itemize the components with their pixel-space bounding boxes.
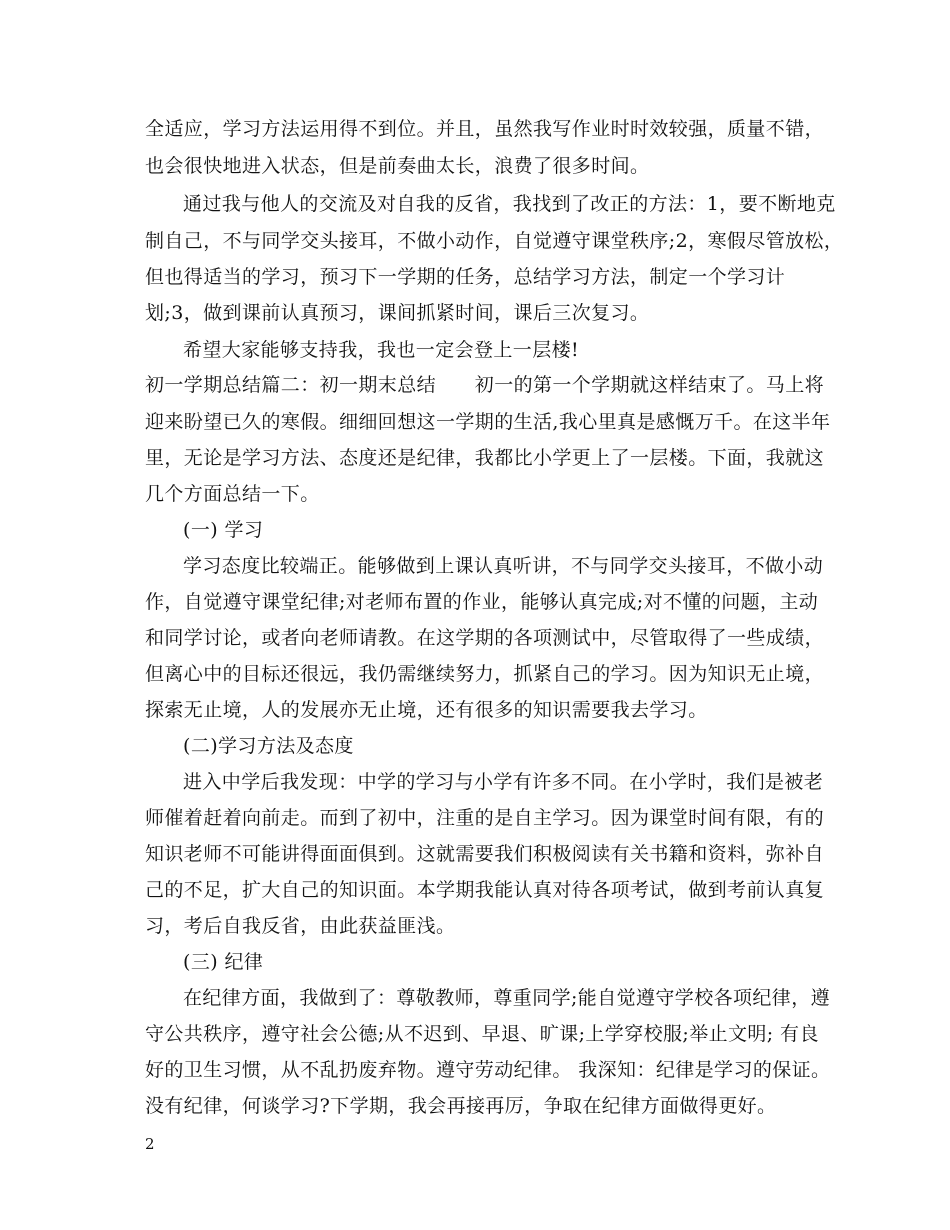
text-line: 制自己，不与同学交头接耳，不做小动作，自觉遵守课堂秩序;2，寒假尽管放松， xyxy=(145,230,844,252)
text-line: 习，考后自我反省，由此获益匪浅。 xyxy=(145,915,456,937)
text-line: 但离心中的目标还很远，我仍需继续努力，抓紧自己的学习。因为知识无止境， xyxy=(145,663,825,685)
text-line: 和同学讨论，或者向老师请教。在这学期的各项测试中，尽管取得了一些成绩， xyxy=(145,627,825,649)
text-line: 知识老师不可能讲得面面俱到。这就需要我们积极阅读有关书籍和资料，弥补自 xyxy=(145,843,825,865)
text-line: 希望大家能够支持我，我也一定会登上一层楼! xyxy=(183,339,580,361)
text-line: 师催着赶着向前走。而到了初中，注重的是自主学习。因为课堂时间有限，有的 xyxy=(145,807,825,829)
page-number: 2 xyxy=(145,1135,155,1153)
text-line: 通过我与他人的交流及对自我的反省，我找到了改正的方法：1，要不断地克 xyxy=(183,193,836,215)
text-line: 守公共秩序，遵守社会公德;从不迟到、早退、旷课;上学穿校服;举止文明; 有良 xyxy=(145,1023,819,1045)
text-line: 迎来盼望已久的寒假。细细回想这一学期的生活,我心里真是感慨万千。在这半年 xyxy=(145,411,831,433)
text-line: 在纪律方面，我做到了：尊敬教师，尊重同学;能自觉遵守学校各项纪律，遵 xyxy=(183,987,831,1009)
text-line: 划;3，做到课前认真预习，课间抓紧时间，课后三次复习。 xyxy=(145,302,650,324)
subheading-discipline: (三) 纪律 xyxy=(183,951,264,973)
subheading-study: (一) 学习 xyxy=(183,519,264,541)
text-line: 里，无论是学习方法、态度还是纪律，我都比小学更上了一层楼。下面，我就这 xyxy=(145,447,825,469)
subheading-method: (二)学习方法及态度 xyxy=(183,735,354,757)
text-line: 学习态度比较端正。能够做到上课认真听讲，不与同学交头接耳，不做小动 xyxy=(183,555,824,577)
text-line: 但也得适当的学习，预习下一学期的任务，总结学习方法，制定一个学习计 xyxy=(145,266,786,288)
text-line: 几个方面总结一下。 xyxy=(145,483,320,505)
text-line: 也会很快地进入状态，但是前奏曲太长，浪费了很多时间。 xyxy=(145,155,650,177)
text-line: 进入中学后我发现：中学的学习与小学有许多不同。在小学时，我们是被老 xyxy=(183,771,824,793)
text-line: 己的不足，扩大自己的知识面。本学期我能认真对待各项考试，做到考前认真复 xyxy=(145,879,825,901)
text-line: 全适应，学习方法运用得不到位。并且，虽然我写作业时时效较强，质量不错， xyxy=(145,118,825,140)
text-line: 没有纪律，何谈学习?下学期，我会再接再厉，争取在纪律方面做得更好。 xyxy=(145,1095,777,1117)
section-heading-line: 初一学期总结篇二：初一期末总结 初一的第一个学期就这样结束了。马上将 xyxy=(145,374,825,396)
text-line: 探索无止境，人的发展亦无止境，还有很多的知识需要我去学习。 xyxy=(145,699,708,721)
text-line: 好的卫生习惯，从不乱扔废弃物。遵守劳动纪律。 我深知：纪律是学习的保证。 xyxy=(145,1059,831,1081)
text-line: 作，自觉遵守课堂纪律;对老师布置的作业，能够认真完成;对不懂的问题，主动 xyxy=(145,591,819,613)
